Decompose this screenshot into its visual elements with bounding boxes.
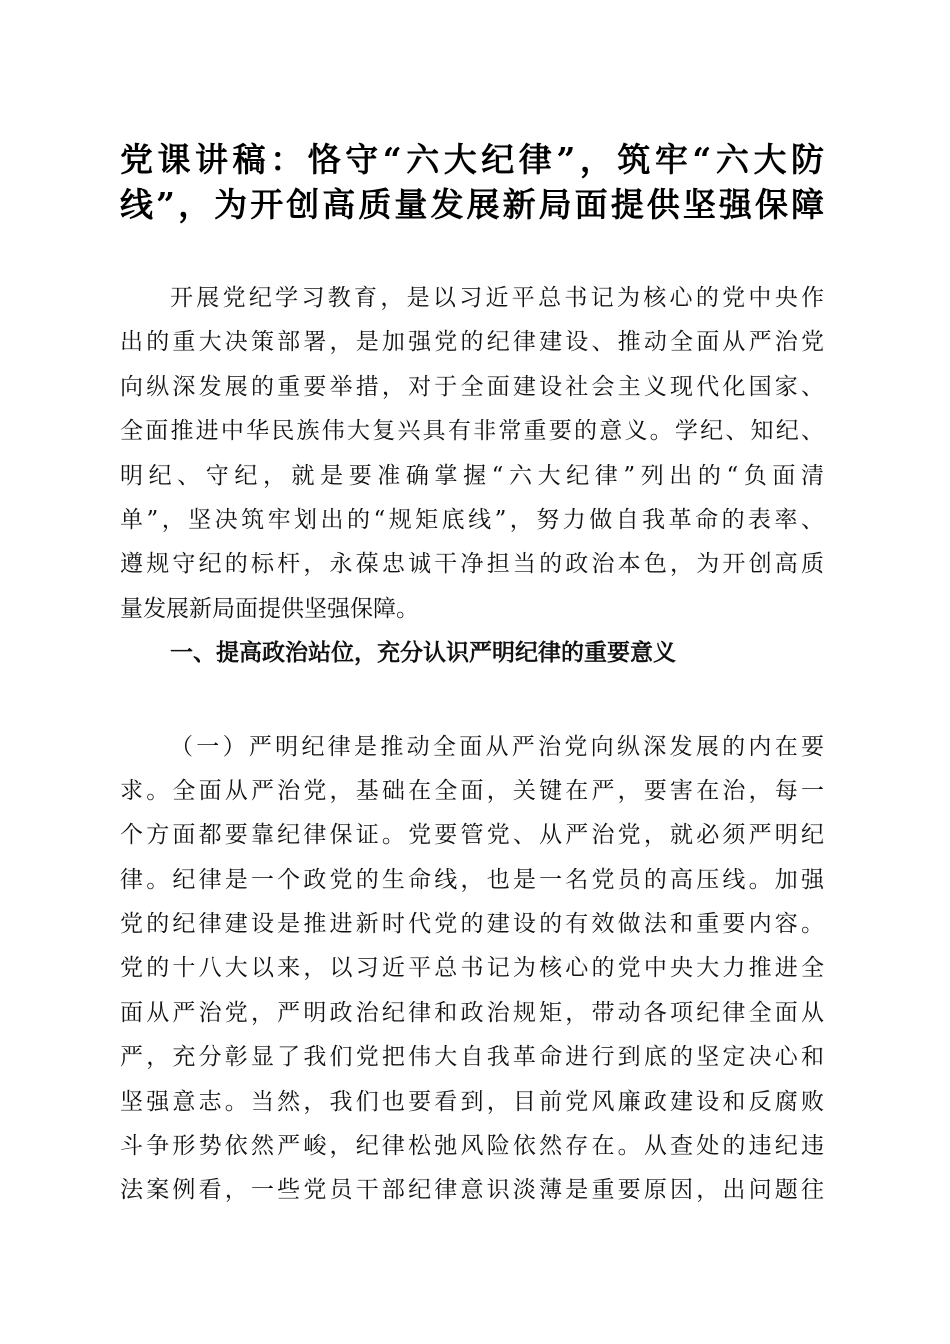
text-line: 律。纪律是一个政党的生命线，也是一名党员的高压线。加强 [120,866,824,893]
text-line: 个方面都要靠纪律保证。党要管党、从严治党，就必须严明纪 [120,822,824,849]
text-line: 党的纪律建设是推进新时代党的建设的有效做法和重要内容。 [120,911,824,938]
text-line: 单”，坚决筑牢划出的“规矩底线”，努力做自我革命的表率、 [120,506,824,533]
document-title [120,137,824,227]
document-body [120,276,824,1213]
text-line: 坚强意志。当然，我们也要看到，目前党风廉政建设和反腐败 [120,1088,824,1115]
text-line: 法案例看，一些党员干部纪律意识淡薄是重要原因，出问题往 [120,1177,824,1204]
title-line: 党课讲稿：恪守“六大纪律”，筑牢“六大防 [120,140,824,179]
text-line: 党的十八大以来，以习近平总书记为核心的党中央大力推进全 [120,955,824,982]
text-line: 明纪、守纪，就是要准确掌握“六大纪律”列出的“负面清 [120,462,824,489]
text-line: 面从严治党，严明政治纪律和政治规矩，带动各项纪律全面从 [120,999,824,1026]
text-line: 遵规守纪的标杆，永葆忠诚干净担当的政治本色，为开创高质 [120,551,824,578]
text-line: 全面推进中华民族伟大复兴具有非常重要的意义。学纪、知纪、 [120,418,824,445]
text-line: （一）严明纪律是推动全面从严治党向纵深发展的内在要 [170,733,824,760]
text-line: 开展党纪学习教育，是以习近平总书记为核心的党中央作 [170,285,824,311]
text-line: 出的重大决策部署，是加强党的纪律建设、推动全面从严治党 [120,329,824,356]
text-line: 一、提高政治站位，充分认识严明纪律的重要意义 [170,640,676,667]
document-page [120,137,824,1213]
text-line: 斗争形势依然严峻，纪律松弛风险依然存在。从查处的违纪违 [120,1133,824,1160]
text-line: 求。全面从严治党，基础在全面，关键在严，要害在治，每一 [120,777,824,804]
text-line: 量发展新局面提供坚强保障。 [120,595,419,622]
paragraph [120,725,824,1213]
text-line: 向纵深发展的重要举措，对于全面建设社会主义现代化国家、 [120,373,824,400]
section-heading [120,631,824,675]
text-line: 严，充分彰显了我们党把伟大自我革命进行到底的坚定决心和 [120,1044,824,1071]
paragraph [120,276,824,631]
title-line: 线”，为开创高质量发展新局面提供坚强保障 [120,185,824,224]
